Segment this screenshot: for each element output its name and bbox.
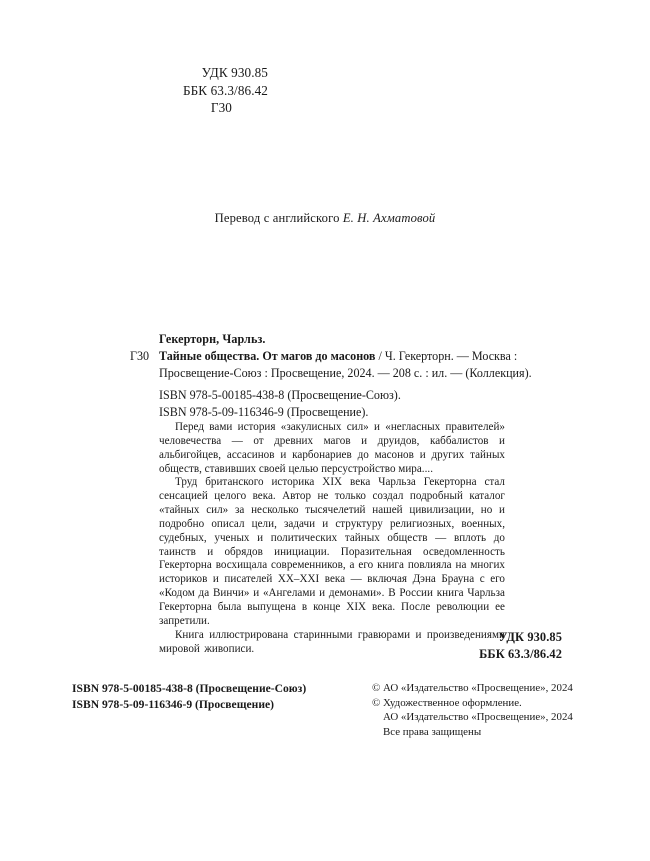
record-shelf-mark: Г30 — [130, 349, 150, 364]
footer-isbn-list — [72, 681, 306, 714]
record-isbn-list — [159, 387, 550, 420]
record-title: Тайные общества. От магов до масонов — [159, 349, 376, 364]
copyright-line-4: Все права защищены — [383, 725, 482, 738]
record-isbn-2: ISBN 978-5-09-116346-9 (Просвещение). — [159, 404, 369, 419]
copyright-line-3: АО «Издательство «Просвещение», 2024 — [383, 711, 573, 724]
annotation-paragraph-1: Перед вами история «закулисных сил» и «негласных правителей» человечества — от древних магов и друидов, каббалистов и альбигойцев, ассасинов и карбонариев до масонов и других тайных обществ, ставивших своей целью персустройство мира.... — [159, 421, 505, 475]
footer-isbn-1: ISBN 978-5-00185-438-8 (Просвещение-Союз) — [72, 682, 307, 695]
copyright-line-1: © АО «Издательство «Просвещение», 2024 — [372, 682, 573, 694]
annotation-paragraph-3: Книга иллюстрирована старинными гравюрами и произведениями мировой живописи. — [159, 628, 505, 655]
copyright-line-2: © Художественное оформление. — [372, 696, 522, 709]
classification-block-bottom — [0, 629, 562, 662]
translation-credit — [0, 211, 650, 226]
record-responsibility: / Ч. Гекерторн. — Москва : — [375, 349, 518, 364]
record-imprint: Просвещение-Союз : Просвещение, 2024. — 208 с. : ил. — (Коллекция). — [159, 365, 532, 380]
author-sign-code: Г30 — [210, 100, 232, 115]
annotation-block — [159, 421, 505, 656]
bbk-code-top: ББК 63.3/86.42 — [182, 82, 268, 98]
bbk-code-bottom: ББК 63.3/86.42 — [479, 646, 562, 661]
classification-block-top — [0, 64, 268, 117]
udk-code-bottom: УДК 930.85 — [498, 630, 562, 644]
translation-credit-prefix: Перевод с английского — [214, 211, 343, 225]
copyright-block — [372, 681, 573, 739]
annotation-paragraph-2: Труд британского историка XIX века Чарльза Гекерторна стал сенсацией целого века. Автор не только создал подробный каталог «тайных сил» за несколько тысячелетий нашей цивилизации, но и подробно описал цели, задачи и структуру религиозных, военных, судебных, ученых и политических тайных обществ — вплоть до таинств и обрядов инициации. Поразительная осведомленность Гекерторна восхищала современников, а его книга повлияла на многих историков и писателей XX–XXI века — включая Дэна Брауна с его «Кодом да Винчи» и «Ангелами и демонами». В России книга Чарльза Гекерторна была выпущена в конце XIX века. После революции ее запретили. — [159, 476, 505, 627]
bibliographic-record — [130, 331, 550, 420]
footer-isbn-2: ISBN 978-5-09-116346-9 (Просвещение) — [72, 698, 275, 712]
record-isbn-1: ISBN 978-5-00185-438-8 (Просвещение-Союз). — [159, 388, 401, 403]
udk-code-top: УДК 930.85 — [201, 65, 268, 80]
record-author: Гекерторн, Чарльз. — [159, 332, 266, 346]
record-title-row — [130, 348, 550, 364]
translator-name: Е. Н. Ахматовой — [342, 211, 436, 225]
page-footer — [0, 681, 650, 751]
